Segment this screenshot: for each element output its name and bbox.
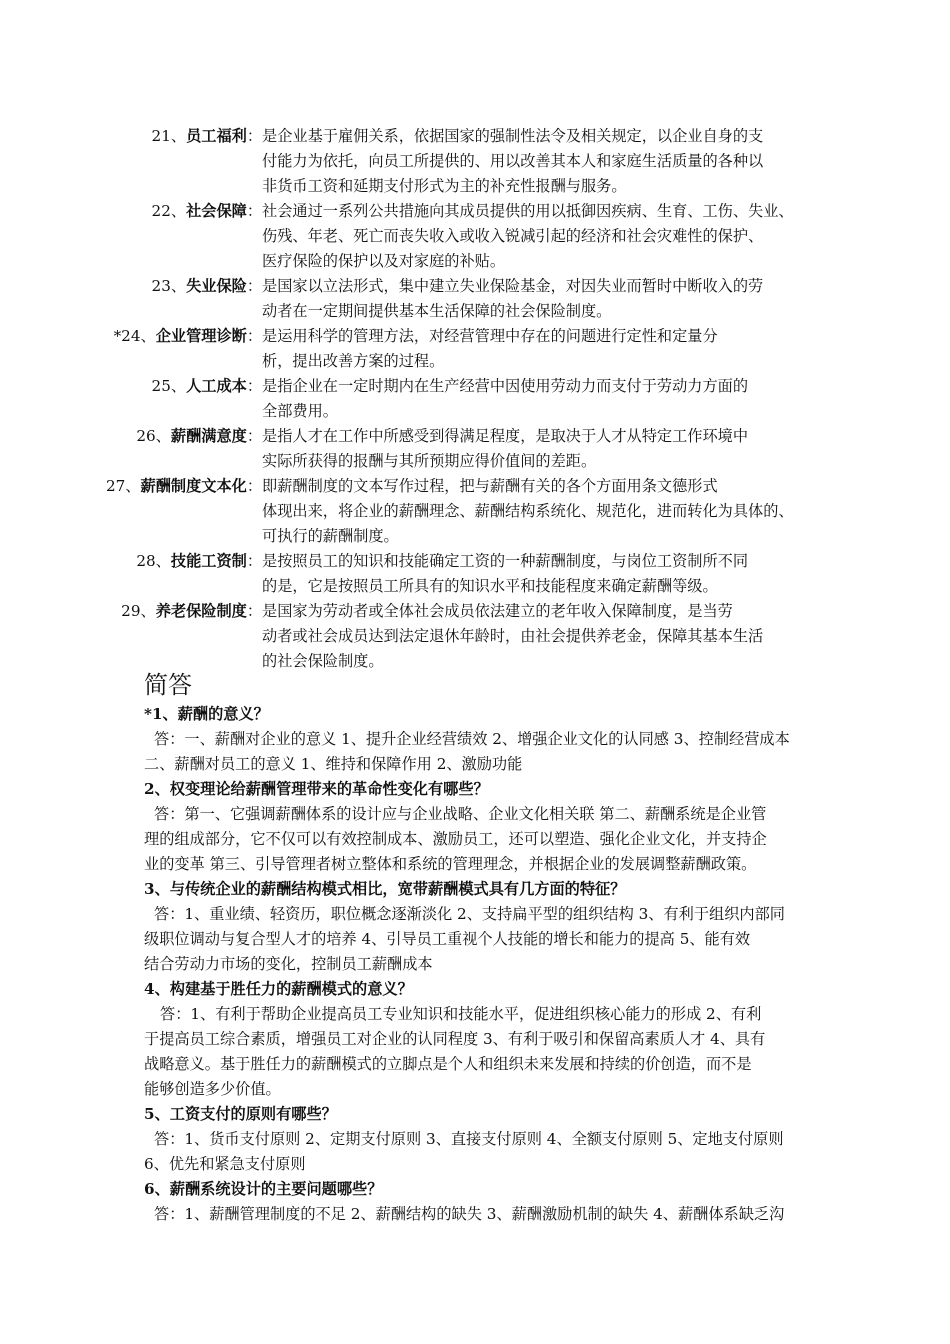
definition-line	[0, 274, 950, 299]
definition-text: 非货币工资和延期支付形式为主的补充性报酬与服务。	[262, 177, 627, 195]
definition-separator: ：	[246, 127, 262, 145]
definition-line	[0, 349, 950, 374]
definition-number: 28、	[136, 552, 171, 570]
definition-number: 22、	[151, 202, 187, 220]
answer-line: 答：1、有利于帮助企业提高员工专业知识和技能水平，促进组织核心能力的形成 2、有利	[160, 1005, 762, 1023]
definition-item	[0, 474, 950, 549]
definition-line	[0, 124, 950, 149]
definition-term	[152, 274, 262, 299]
question-heading: *1、薪酬的意义？	[144, 705, 269, 723]
short-answer-section	[144, 668, 814, 1227]
definition-term	[152, 124, 262, 149]
answer-line: 业的变革 第三、引导管理者树立整体和系统的管理理念，并根据企业的发展调整薪酬政策。	[144, 855, 757, 873]
answer-paragraph	[144, 727, 814, 777]
definition-number: 21、	[151, 127, 187, 145]
definition-term	[152, 374, 262, 399]
definition-item	[0, 374, 950, 424]
definition-item	[0, 324, 950, 374]
definition-line	[0, 249, 950, 274]
definition-text: 是指人才在工作中所感受到得满足程度，是取决于人才从特定工作环境中	[262, 427, 748, 445]
definition-number: 29、	[121, 602, 156, 620]
definition-text: 是指企业在一定时期内在生产经营中因使用劳动力而支付于劳动力方面的	[262, 377, 748, 395]
definition-line	[0, 474, 950, 499]
definition-text: 动者在一定期间提供基本生活保障的社会保险制度。	[262, 302, 612, 320]
definition-text: 体现出来，将企业的薪酬理念、薪酬结构系统化、规范化，进而转化为具体的、	[262, 502, 794, 520]
definition-text: 付能力为依托，向员工所提供的、用以改善其本人和家庭生活质量的各种以	[262, 152, 764, 170]
definition-item	[0, 424, 950, 474]
definition-separator: ：	[246, 602, 262, 620]
definition-separator: ：	[246, 277, 262, 295]
definition-line	[0, 574, 950, 599]
answer-line: 答：第一、它强调薪酬体系的设计应与企业战略、企业文化相关联 第二、薪酬系统是企业管	[154, 805, 767, 823]
section-title: 简答	[144, 671, 192, 699]
definition-term	[114, 324, 262, 349]
definition-line	[0, 299, 950, 324]
answer-paragraph	[144, 902, 814, 977]
answer-line: 答：一、薪酬对企业的意义 1、提升企业经营绩效 2、增强企业文化的认同感 3、控制经营成本	[154, 730, 790, 748]
definition-separator: ：	[246, 202, 262, 220]
question-heading: 5、工资支付的原则有哪些？	[144, 1105, 337, 1123]
answer-line: 战略意义。基于胜任力的薪酬模式的立脚点是个人和组织未来发展和持续的价创造，而不是	[144, 1055, 752, 1073]
definition-term-label: 失业保险	[186, 277, 247, 295]
question-heading: 2、权变理论给薪酬管理带来的革命性变化有哪些？	[144, 780, 489, 798]
definition-item	[0, 199, 950, 274]
definition-separator: ：	[246, 327, 262, 345]
definition-line	[0, 599, 950, 624]
definition-text: 实际所获得的报酬与其所预期应得价值间的差距。	[262, 452, 597, 470]
definition-line	[0, 324, 950, 349]
answer-paragraph	[144, 1202, 814, 1227]
definition-number: 26、	[136, 427, 171, 445]
definition-text: 的社会保险制度。	[262, 652, 384, 670]
definition-line	[0, 449, 950, 474]
answer-line: 答：1、货币支付原则 2、定期支付原则 3、直接支付原则 4、全额支付原则 5、定地支付原则	[154, 1130, 784, 1148]
definition-term-label: 技能工资制	[170, 552, 247, 570]
definition-separator: ：	[246, 477, 262, 495]
definition-term-label: 人工成本	[186, 377, 247, 395]
definition-term	[136, 424, 262, 449]
definition-number: *24、	[113, 327, 156, 345]
definition-text: 是运用科学的管理方法，对经营管理中存在的问题进行定性和定量分	[262, 327, 718, 345]
definition-line	[0, 199, 950, 224]
question-heading: 4、构建基于胜任力的薪酬模式的意义？	[144, 980, 413, 998]
definition-text: 的是，它是按照员工所具有的知识水平和技能程度来确定薪酬等级。	[262, 577, 718, 595]
definition-item	[0, 549, 950, 599]
definition-text: 是国家以立法形式，集中建立失业保险基金，对因失业而暂时中断收入的劳	[262, 277, 764, 295]
definition-number: 27、	[105, 477, 141, 495]
definition-separator: ：	[246, 377, 262, 395]
question-heading: 3、与传统企业的薪酬结构模式相比，宽带薪酬模式具有几方面的特征？	[144, 880, 626, 898]
answer-paragraph	[144, 1002, 814, 1102]
definition-term-label: 薪酬满意度	[170, 427, 247, 445]
definition-text: 是按照员工的知识和技能确定工资的一种薪酬制度，与岗位工资制所不同	[262, 552, 748, 570]
definition-line	[0, 524, 950, 549]
definition-text: 即薪酬制度的文本写作过程，把与薪酬有关的各个方面用条文德形式	[262, 477, 718, 495]
definition-item	[0, 124, 950, 199]
definition-term-label: 企业管理诊断	[155, 327, 247, 345]
definition-line	[0, 174, 950, 199]
definition-line	[0, 399, 950, 424]
definition-line	[0, 374, 950, 399]
definition-text: 医疗保险的保护以及对家庭的补贴。	[262, 252, 505, 270]
definition-line	[0, 149, 950, 174]
answer-line: 于提高员工综合素质，增强员工对企业的认同程度 3、有利于吸引和保留高素质人才 4、具有	[144, 1030, 766, 1048]
answer-line: 理的组成部分，它不仅可以有效控制成本、激励员工，还可以塑造、强化企业文化，并支持企	[144, 830, 767, 848]
definition-line	[0, 224, 950, 249]
answer-line: 级职位调动与复合型人才的培养 4、引导员工重视个人技能的增长和能力的提高 5、能有效	[144, 930, 751, 948]
definition-text: 是企业基于雇佣关系，依据国家的强制性法令及相关规定，以企业自身的支	[262, 127, 764, 145]
definition-term-label: 社会保障	[186, 202, 247, 220]
definition-term-label: 养老保险制度	[155, 602, 247, 620]
definition-number: 23、	[151, 277, 187, 295]
definition-term	[152, 199, 262, 224]
answer-line: 能够创造多少价值。	[144, 1080, 281, 1098]
answer-paragraph	[144, 1127, 814, 1177]
definition-term	[106, 474, 262, 499]
definition-term-label: 薪酬制度文本化	[140, 477, 247, 495]
answer-line: 结合劳动力市场的变化，控制员工薪酬成本	[144, 955, 433, 973]
definition-line	[0, 424, 950, 449]
answer-paragraph	[144, 802, 814, 877]
definitions-list	[0, 124, 950, 674]
definition-term	[121, 599, 262, 624]
definition-text: 析，提出改善方案的过程。	[262, 352, 445, 370]
definition-number: 25、	[151, 377, 187, 395]
definition-line	[0, 549, 950, 574]
definition-text: 动者或社会成员达到法定退休年龄时，由社会提供养老金，保障其基本生活	[262, 627, 764, 645]
definition-item	[0, 274, 950, 324]
definition-text: 可执行的薪酬制度。	[262, 527, 399, 545]
definition-text: 伤残、年老、死亡而丧失收入或收入锐减引起的经济和社会灾难性的保护、	[262, 227, 764, 245]
definition-line	[0, 499, 950, 524]
definition-term-label: 员工福利	[186, 127, 247, 145]
definition-text: 社会通过一系列公共措施向其成员提供的用以抵御因疾病、生育、工伤、失业、	[262, 202, 794, 220]
question-heading: 6、薪酬系统设计的主要问题哪些？	[144, 1180, 383, 1198]
answer-line: 答：1、薪酬管理制度的不足 2、薪酬结构的缺失 3、薪酬激励机制的缺失 4、薪酬体系缺乏沟	[154, 1205, 785, 1223]
definition-item	[0, 599, 950, 674]
definition-separator: ：	[246, 552, 262, 570]
qa-list	[144, 702, 814, 1227]
answer-line: 二、薪酬对员工的意义 1、维持和保障作用 2、激励功能	[144, 755, 523, 773]
answer-line: 答：1、重业绩、轻资历，职位概念逐渐淡化 2、支持扁平型的组织结构 3、有利于组织内部同	[154, 905, 785, 923]
definition-line	[0, 624, 950, 649]
definition-text: 是国家为劳动者或全体社会成员依法建立的老年收入保障制度，是当劳	[262, 602, 733, 620]
definition-separator: ：	[246, 427, 262, 445]
definition-text: 全部费用。	[262, 402, 338, 420]
definition-term	[136, 549, 262, 574]
answer-line: 6、优先和紧急支付原则	[144, 1155, 306, 1173]
